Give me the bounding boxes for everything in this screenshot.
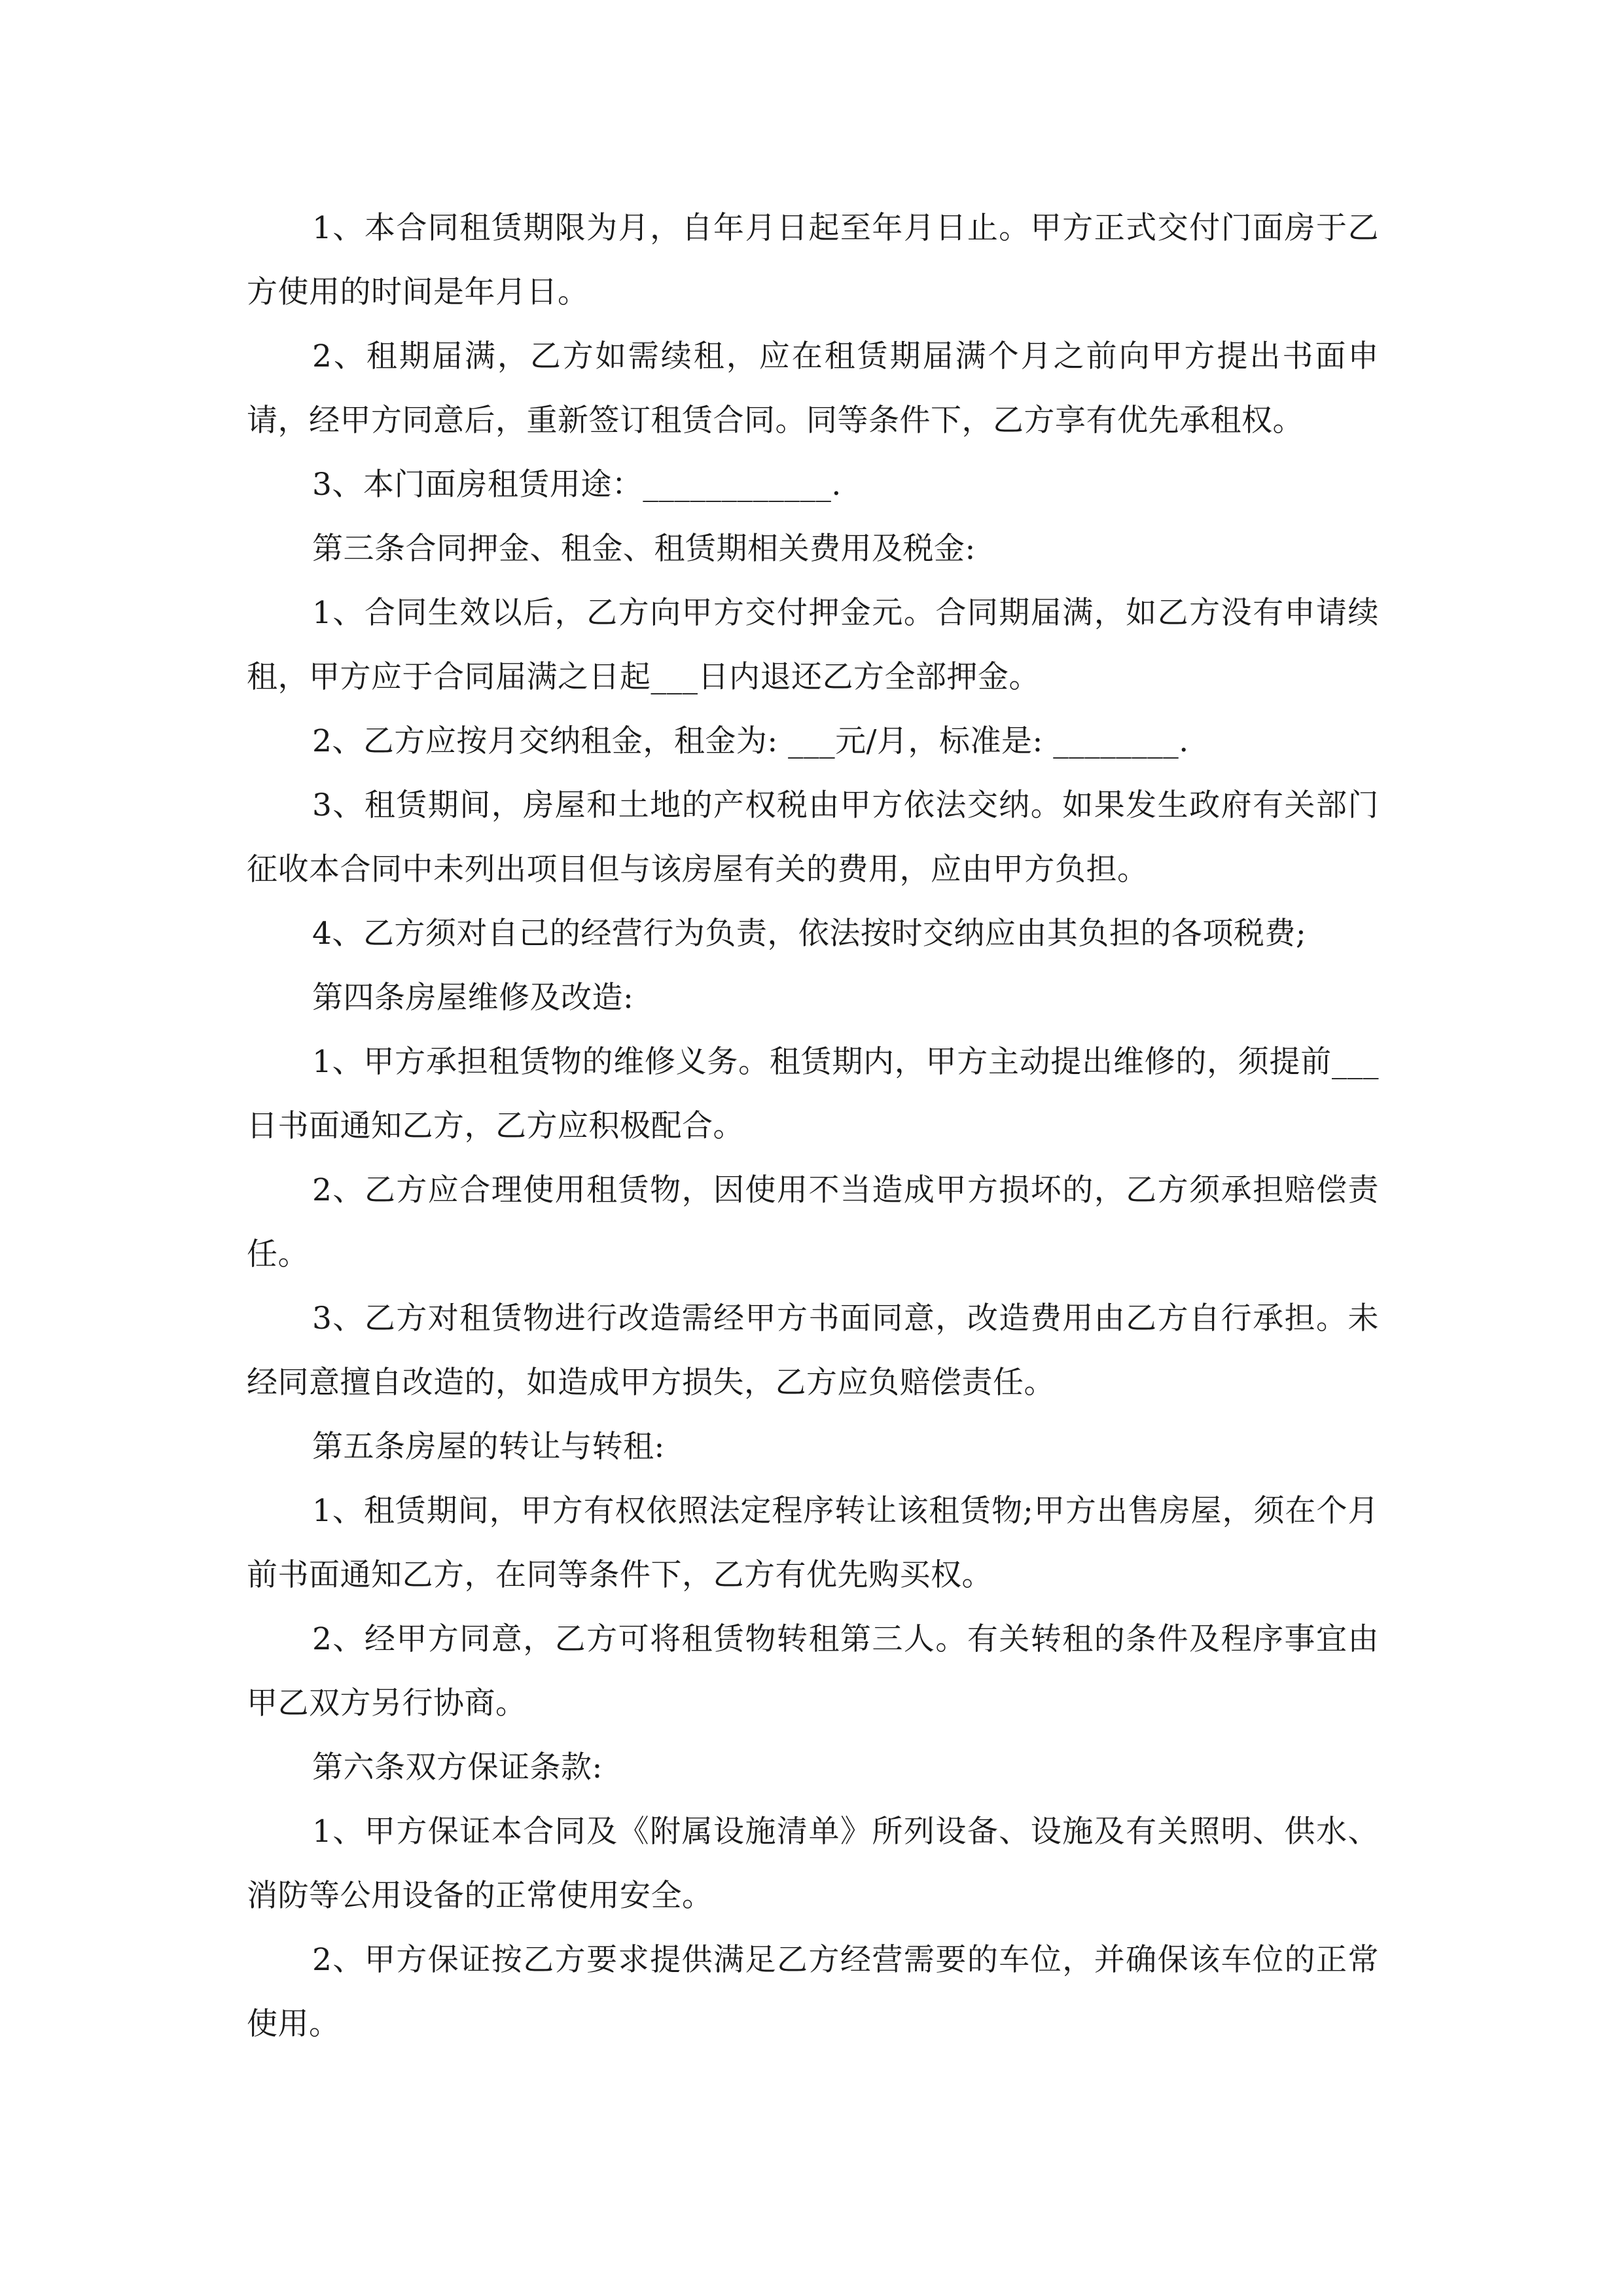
- clause-repair-duty: 1、甲方承担租赁物的维修义务。租赁期内，甲方主动提出维修的，须提前___日书面通知乙方，乙方应积极配合。: [247, 1044, 1379, 1144]
- contract-body: [247, 196, 1379, 2056]
- clause-transfer: 1、租赁期间，甲方有权依照法定程序转让该租赁物;甲方出售房屋，须在个月前书面通知乙方，在同等条件下，乙方有优先购买权。: [247, 1493, 1379, 1593]
- clause-sublease: 2、经甲方同意，乙方可将租赁物转租第三人。有关转租的条件及程序事宜由甲乙双方另行协商。: [247, 1621, 1379, 1721]
- clause-lease-term: 1、本合同租赁期限为月，自年月日起至年月日止。甲方正式交付门面房于乙方使用的时间是年月日。: [247, 210, 1379, 310]
- article-4-heading: 第四条房屋维修及改造:: [312, 980, 634, 1016]
- clause-parking-guarantee: 2、甲方保证按乙方要求提供满足乙方经营需要的车位，并确保该车位的正常使用。: [247, 1942, 1379, 2042]
- clause-property-tax: 3、租赁期间，房屋和土地的产权税由甲方依法交纳。如果发生政府有关部门征收本合同中未列出项目但与该房屋有关的费用，应由甲方负担。: [247, 787, 1379, 888]
- clause-proper-use: 2、乙方应合理使用租赁物，因使用不当造成甲方损坏的，乙方须承担赔偿责任。: [247, 1172, 1379, 1272]
- clause-renewal: 2、租期届满，乙方如需续租，应在租赁期届满个月之前向甲方提出书面申请，经甲方同意后，重新签订租赁合同。同等条件下，乙方享有优先承租权。: [247, 338, 1379, 439]
- article-3-heading: 第三条合同押金、租金、租赁期相关费用及税金:: [312, 531, 976, 567]
- article-5-heading: 第五条房屋的转让与转租:: [312, 1429, 665, 1465]
- clause-usage: 3、本门面房租赁用途：____________.: [312, 467, 842, 503]
- clause-alteration: 3、乙方对租赁物进行改造需经甲方书面同意，改造费用由乙方自行承担。未经同意擅自改造的，如造成甲方损失，乙方应负赔偿责任。: [247, 1300, 1379, 1401]
- clause-facility-guarantee: 1、甲方保证本合同及《附属设施清单》所列设备、设施及有关照明、供水、消防等公用设备的正常使用安全。: [247, 1814, 1379, 1914]
- clause-rent: 2、乙方应按月交纳租金，租金为: ___元/月，标准是: ________.: [312, 723, 1189, 759]
- clause-deposit: 1、合同生效以后，乙方向甲方交付押金元。合同期届满，如乙方没有申请续租，甲方应于合同届满之日起___日内退还乙方全部押金。: [247, 595, 1379, 695]
- clause-business-tax: 4、乙方须对自己的经营行为负责，依法按时交纳应由其负担的各项税费;: [312, 916, 1307, 952]
- article-6-heading: 第六条双方保证条款:: [312, 1749, 603, 1785]
